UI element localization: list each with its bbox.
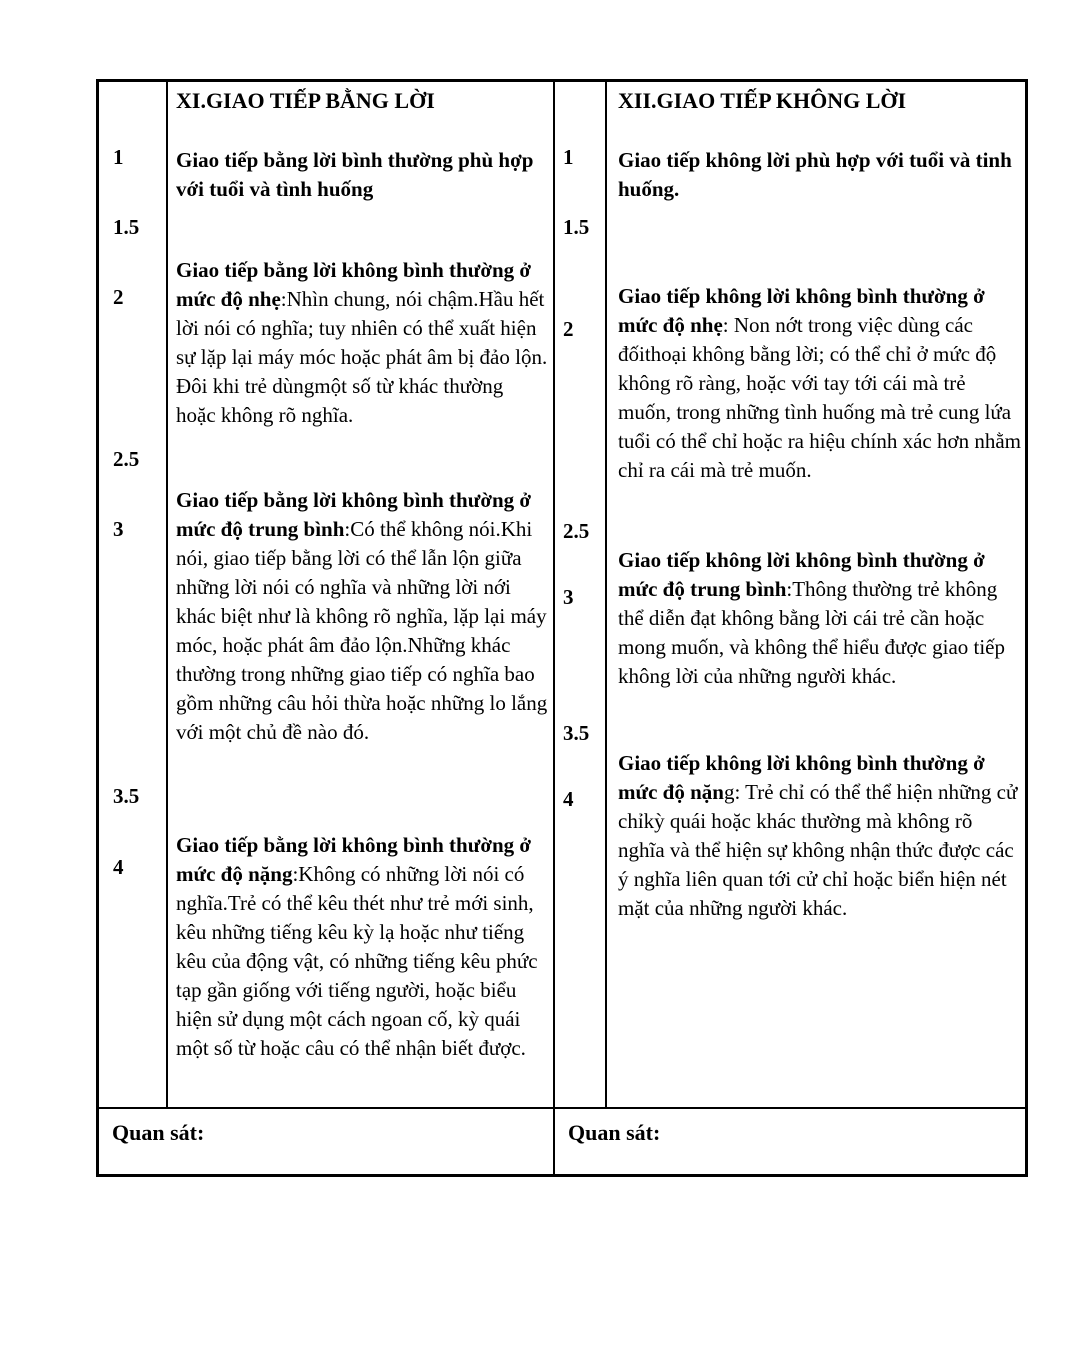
rating-scale-table <box>96 79 1028 1177</box>
score-value: 1 <box>113 145 124 169</box>
observation-label: Quan sát: <box>568 1120 661 1145</box>
observation-cell-left <box>99 1107 555 1174</box>
section-title-verbal: XI.GIAO TIẾP BẰNG LỜI <box>176 88 435 113</box>
rating-item-bold-text: Giao tiếp không lời phù hợp với tuổi và tinh huống. <box>618 148 1012 201</box>
observation-label: Quan sát: <box>112 1120 205 1145</box>
score-value: 1.5 <box>563 215 590 239</box>
rating-item-normal-text: g: Trẻ chỉ có thể thể hiện những cử chỉkỳ quái hoặc khác thường mà không rõ nghĩa và thể hiện sự không nhận thức được các ý nghĩa liên quan tới cử chỉ hoặc biển hiện nét mặt của những người khác. <box>618 780 1018 920</box>
rating-item-normal-text: :Không có những lời nói có nghĩa.Trẻ có thể kêu thét như trẻ mới sinh, kêu những tiếng kêu kỳ lạ hoặc như tiếng kêu của động vật, có những tiếng kêu phức tạp gần giống với tiếng người, hoặc biểu hiện sử dụng một cách ngoan cố, kỳ quái một số từ hoặc câu có thể nhận biết được. <box>176 862 538 1060</box>
rating-item <box>618 146 1021 204</box>
rating-item <box>176 256 548 430</box>
description-column-right <box>607 82 1025 1107</box>
score-value: 3.5 <box>113 784 140 808</box>
rating-item-bold-text: Giao tiếp không lời không bình thường ở mức độ nhẹ <box>618 284 985 337</box>
rating-item <box>176 486 548 747</box>
score-value: 3 <box>113 517 124 541</box>
observation-cell-right <box>555 1107 1025 1174</box>
rating-item-normal-text: : Non nớt trong việc dùng các đốithoại không bằng lời; có thể chỉ ở mức độ không rõ ràng, hoặc với tay tới cái mà trẻ muốn, trong những tình huống mà trẻ cung lứa tuổi có thể chỉ hoặc ra hiệu chính xác hơn nhằm chỉ ra cái mà trẻ muốn. <box>618 313 1021 482</box>
rating-item-bold-text: Giao tiếp bằng lời không bình thường ở mức độ trung bình <box>176 488 532 541</box>
score-value: 1.5 <box>113 215 140 239</box>
score-value: 1 <box>563 145 574 169</box>
score-value: 3 <box>563 585 574 609</box>
score-column-right <box>555 82 607 1107</box>
rating-item-bold-text: Giao tiếp bằng lời không bình thường ở mức độ nhẹ <box>176 258 532 311</box>
score-value: 3.5 <box>563 721 590 745</box>
rating-item <box>618 546 1021 691</box>
rating-item-bold-text: Giao tiếp không lời không bình thường ở mức độ trung bình <box>618 548 985 601</box>
rating-item-normal-text: :Thông thường trẻ không thể diễn đạt không bằng lời cái trẻ cần hoặc mong muốn, và không thể hiểu được giao tiếp không lời của những người khác. <box>618 577 1006 688</box>
rating-item-normal-text: :Nhìn chung, nói chậm.Hầu hết lời nói có nghĩa; tuy nhiên có thể xuất hiện sự lặp lại máy móc hoặc phát âm bị đảo lộn. Đôi khi trẻ dùngmột số từ khác thường hoặc không rõ nghĩa. <box>176 287 548 427</box>
rating-item <box>618 749 1021 923</box>
rating-item-normal-text: :Có thể không nói.Khi nói, giao tiếp bằng lời có thể lẫn lộn giữa những lời nói có nghĩa và những lời nới khác biệt như là không rõ nghĩa, lặp lại máy móc, hoặc phát âm đảo lộn.Những khác thường trong những giao tiếp có nghĩa bao gồm những câu hỏi thừa hoặc những lo lắng với một chủ đề nào đó. <box>176 517 548 744</box>
section-title-nonverbal: XII.GIAO TIẾP KHÔNG LỜI <box>618 88 907 113</box>
description-column-left <box>168 82 555 1107</box>
rating-item-bold-text: Giao tiếp bằng lời bình thường phù hợp với tuổi và tình huống <box>176 148 534 201</box>
rating-item <box>176 146 548 204</box>
score-column-left <box>99 82 168 1107</box>
rating-item-bold-text: Giao tiếp không lời không bình thường ở mức độ nặn <box>618 751 985 804</box>
score-value: 2.5 <box>113 447 140 471</box>
rating-item <box>618 282 1021 485</box>
score-value: 4 <box>113 855 124 879</box>
rating-item-bold-text: Giao tiếp bằng lời không bình thường ở mức độ nặng <box>176 833 532 886</box>
score-value: 2 <box>113 285 124 309</box>
rating-item <box>176 831 548 1063</box>
score-value: 2 <box>563 317 574 341</box>
score-value: 4 <box>563 787 574 811</box>
score-value: 2.5 <box>563 519 590 543</box>
